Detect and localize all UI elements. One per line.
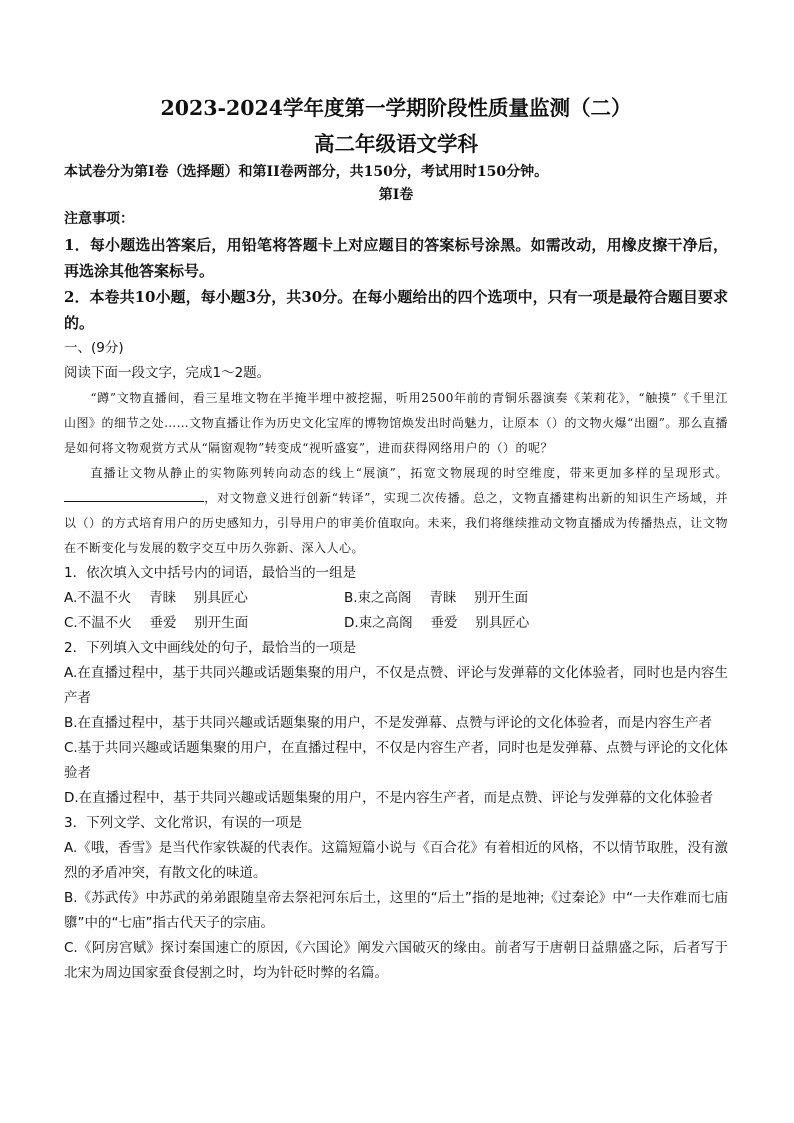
passage-p2-before: 直播让文物从静止的实物陈列转向动态的线上“展演”，拓宽文物展现的时空维度，带来更加多样的呈现形式。 <box>90 466 728 480</box>
exam-title: 2023-2024学年度第一学期阶段性质量监测（二） <box>160 96 632 120</box>
question-3 <box>64 811 728 986</box>
part-label: 第I卷 <box>378 187 414 203</box>
passage-paragraph-2 <box>64 461 728 561</box>
section-heading: 一、(9分) <box>64 340 124 356</box>
note-item-1: 1．每小题选出答案后，用铅笔将答题卡上对应题目的答案标号涂黑。如需改动，用橡皮擦干净后，再选涂其他答案标号。 <box>64 236 728 280</box>
passage-p2-after: ，对文物意义进行创新“转译”，实现二次传播。总之，文物直播建构出新的知识生产场域，并以（）的方式培育用户的历史感知力，引导用户的审美价值取向。未来，我们将继续推动文物直播成为传播热点，让文物在不断变化与发展的数字交互中历久弥新、深入人心。 <box>64 491 728 555</box>
option-c: C.基于共同兴趣或话题集聚的用户，在直播过程中，不仅是内容生产者，同时也是发弹幕、点赞与评论的文化体验者 <box>64 740 728 781</box>
option-d: D.束之高阁 垂爱 别具匠心 <box>344 615 530 631</box>
option-a: A.在直播过程中，基于共同兴趣或话题集聚的用户，不仅是点赞、评论与发弹幕的文化体验者，同时也是内容生产者 <box>64 665 728 706</box>
question-stem: 1．依次填入文中括号内的词语，最恰当的一组是 <box>64 565 357 581</box>
option-b: B.在直播过程中，基于共同兴趣或话题集聚的用户，不是发弹幕、点赞与评论的文化体验者，而是内容生产者 <box>64 715 713 731</box>
section-instruction: 阅读下面一段文字，完成1～2题。 <box>64 365 271 381</box>
option-b: B.束之高阁 青睐 别开生面 <box>344 590 529 606</box>
fill-blank-line <box>64 489 204 502</box>
exam-subtitle: 高二年级语文学科 <box>314 132 478 156</box>
note-item-2: 2．本卷共10小题，每小题3分，共30分。在每小题给出的四个选项中，只有一项是最符合题目要求的。 <box>64 288 728 332</box>
option-row <box>64 611 728 636</box>
question-stem: 3．下列文学、文化常识，有误的一项是 <box>64 815 303 831</box>
option-c: C.《阿房宫赋》探讨秦国速亡的原因,《六国论》阐发六国破灭的缘由。前者写于唐朝日益鼎盛之际，后者写于北宋为周边国家蚕食侵割之时，均为针砭时弊的名篇。 <box>64 940 728 981</box>
option-d: D.在直播过程中，基于共同兴趣或话题集聚的用户，不是内容生产者，而是点赞、评论与发弹幕的文化体验者 <box>64 790 714 806</box>
option-a: A.不温不火 青睐 别具匠心 <box>64 590 248 606</box>
exam-intro: 本试卷分为第I卷（选择题）和第II卷两部分，共150分，考试用时150分钟。 <box>64 164 549 180</box>
passage-paragraph-1: “蹲”文物直播间，看三星堆文物在半掩半埋中被挖掘，听用2500年前的青铜乐器演奏《茉莉花》，“触摸”《千里江山图》的细节之处……文物直播让作为历史文化宝库的博物馆焕发出时尚魅力，让原本（）的文物火爆“出圈”。那么直播是如何将文物观赏方式从“隔窗观物”转变成“视听盛宴”，进而获得网络用户的（）的呢？ <box>64 391 728 455</box>
question-1 <box>64 561 728 636</box>
option-c: C.不温不火 垂爱 别开生面 <box>64 615 249 631</box>
option-a: A.《哦，香雪》是当代作家铁凝的代表作。这篇短篇小说与《百合花》有着相近的风格，不以情节取胜，没有激烈的矛盾冲突，有散文化的味道。 <box>64 840 728 881</box>
option-row <box>64 586 728 611</box>
notes-heading: 注意事项： <box>64 211 134 227</box>
question-2 <box>64 636 728 811</box>
option-b: B.《苏武传》中苏武的弟弟跟随皇帝去祭祀河东后土，这里的“后土”指的是地神;《过秦论》中“一夫作难而七庙隳”中的“七庙”指古代天子的宗庙。 <box>64 890 728 931</box>
question-stem: 2．下列填入文中画线处的句子，最恰当的一项是 <box>64 640 357 656</box>
